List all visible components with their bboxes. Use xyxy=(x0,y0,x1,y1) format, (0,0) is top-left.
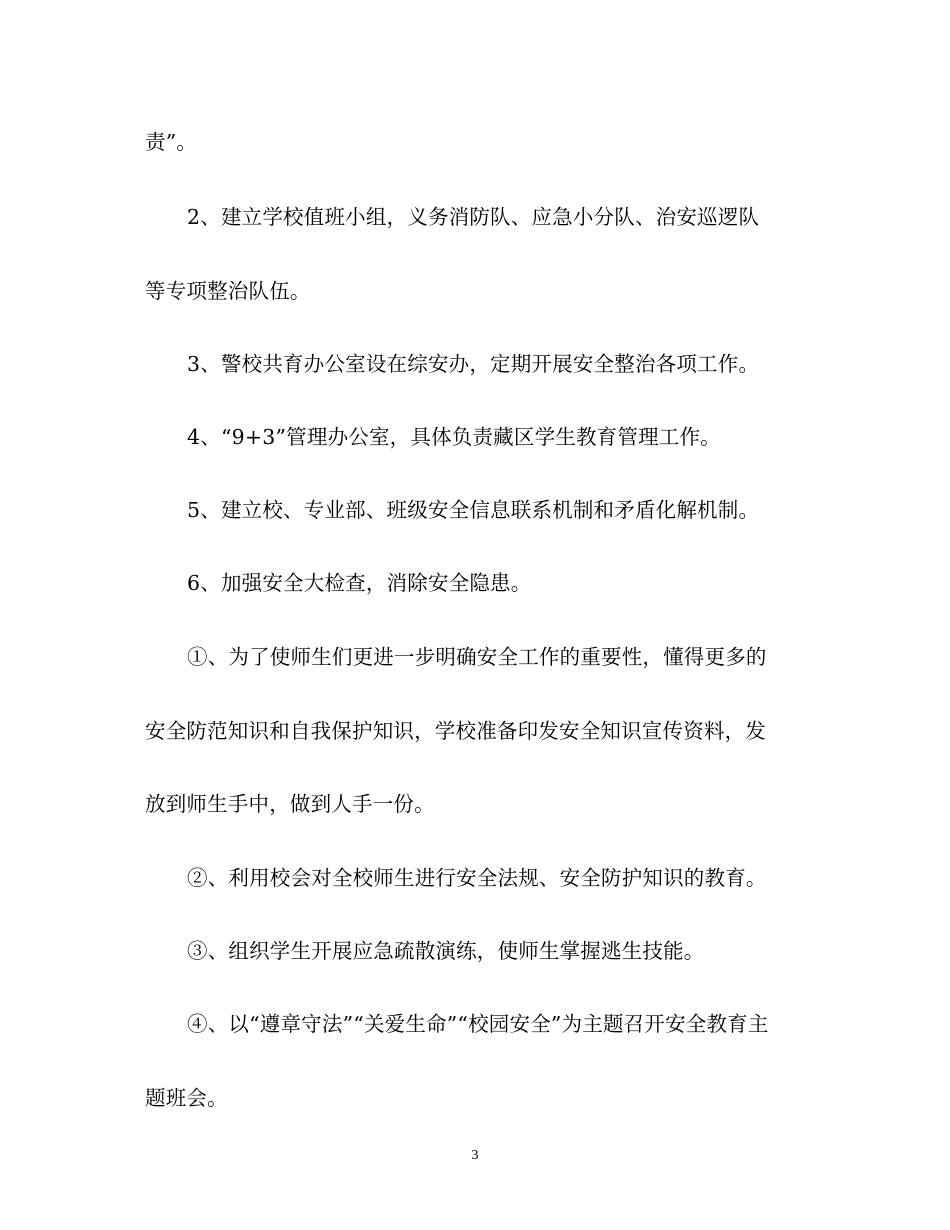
text-line: 3、警校共育办公室设在综安办，定期开展安全整治各项工作。 xyxy=(187,352,760,376)
text-line: 放到师生手中，做到人手一份。 xyxy=(145,792,435,816)
text-line: 2、建立学校值班小组，义务消防队、应急小分队、治安巡逻队 xyxy=(187,205,760,229)
text-line: ①、为了使师生们更进一步明确安全工作的重要性，懂得更多的 xyxy=(187,645,767,669)
text-line: 4、“9+3”管理办公室，具体负责藏区学生教育管理工作。 xyxy=(187,425,721,449)
text-line: 安全防范知识和自我保护知识，学校准备印发安全知识宣传资料，发 xyxy=(145,719,766,743)
text-line: 责”。 xyxy=(145,130,198,154)
text-line: ②、利用校会对全校师生进行安全法规、安全防护知识的教育。 xyxy=(187,866,767,890)
text-line: ③、组织学生开展应急疏散演练，使师生掌握逃生技能。 xyxy=(187,939,705,963)
text-line: 6、加强安全大检查，消除安全隐患。 xyxy=(187,571,532,595)
page-number: 3 xyxy=(471,1148,479,1163)
text-line: 题班会。 xyxy=(145,1086,228,1110)
text-line: 5、建立校、专业部、班级安全信息联系机制和矛盾化解机制。 xyxy=(187,498,760,522)
text-line: ④、以“遵章守法”“关爱生命”“校园安全”为主题召开安全教育主 xyxy=(187,1012,769,1036)
text-line: 等专项整治队伍。 xyxy=(145,279,311,303)
